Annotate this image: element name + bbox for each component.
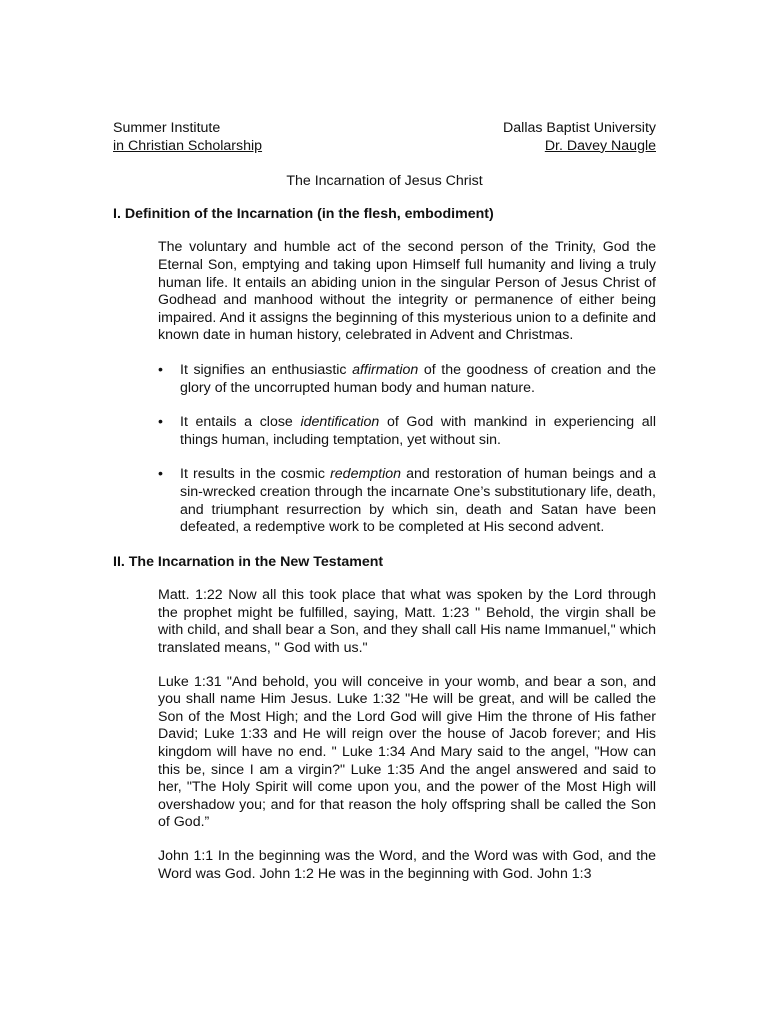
- bullet-text-after: of the goodness of creation and the glory of the uncorrupted human body and human nature.: [180, 361, 656, 396]
- bullet-text: [180, 414, 656, 449]
- section-1-body: [158, 239, 656, 536]
- document-title: The Incarnation of Jesus Christ: [286, 173, 483, 190]
- bullet-emphasis: affirmation: [352, 361, 419, 378]
- scripture-paragraph-john: John 1:1 In the beginning was the Word, and the Word was with God, and the Word was God. John 1:2 He was in the beginning with God. John 1:3: [158, 848, 656, 882]
- section-1-heading: I. Definition of the Incarnation (in the flesh, embodiment): [113, 205, 494, 222]
- bullet-item: [158, 466, 656, 536]
- bullet-item: [158, 414, 656, 449]
- header-program-name: Summer Institute: [113, 120, 221, 136]
- bullet-text-before: It results in the cosmic: [180, 466, 331, 483]
- bullet-text: [180, 362, 656, 397]
- document-header: [113, 120, 656, 155]
- header-program-subtitle: in Christian Scholarship: [113, 137, 263, 154]
- bullet-emphasis: redemption: [330, 466, 402, 483]
- header-institution: Dallas Baptist University: [503, 120, 656, 136]
- scripture-paragraph-matthew: Matt. 1:22 Now all this took place that what was spoken by the Lord through the prophet might be fulfilled, saying, Matt. 1:23 " Behold, the virgin shall be with child, and shall bear a Son, and they shall call His name Immanuel," which translated means, " God with us.": [158, 587, 656, 657]
- bullet-icon: •: [158, 361, 163, 378]
- bullet-item: [158, 362, 656, 397]
- header-author: Dr. Davey Naugle: [544, 137, 656, 154]
- section-2-body: [158, 587, 656, 883]
- bullet-emphasis: identification: [300, 414, 380, 431]
- section-2-heading: II. The Incarnation in the New Testament: [113, 553, 384, 570]
- document-page: [113, 120, 656, 883]
- bullet-text-before: It signifies an enthusiastic: [180, 361, 353, 378]
- bullet-icon: •: [158, 414, 163, 431]
- header-left: [113, 120, 262, 155]
- bullet-text-after: of God with mankind in experiencing all things human, including temptation, yet without sin.: [180, 414, 656, 448]
- incarnation-bullet-list: [158, 362, 656, 537]
- bullet-icon: •: [158, 466, 163, 483]
- bullet-text-before: It entails a close: [180, 414, 301, 431]
- bullet-text: [180, 466, 656, 536]
- definition-paragraph: The voluntary and humble act of the second person of the Trinity, God the Eternal Son, emptying and taking upon Himself full humanity and living a truly human life. It entails an abiding union in the singular Person of Jesus Christ of Godhead and manhood without the integrity or permanence of either being impaired. And it assigns the beginning of this mysterious union to a definite and known date in human history, celebrated in Advent and Christmas.: [158, 239, 656, 344]
- bullet-text-after: and restoration of human beings and a sin-wrecked creation through the incarnate One’s substitutionary life, death, and triumphant resurrection by which sin, death and Satan have been defeated, a redemptive work to be completed at His second advent.: [180, 466, 656, 536]
- scripture-paragraph-luke: Luke 1:31 "And behold, you will conceive in your womb, and bear a son, and you shall name Him Jesus. Luke 1:32 "He will be great, and will be called the Son of the Most High; and the Lord God will give Him the throne of His father David; Luke 1:33 and He will reign over the house of Jacob forever; and His kingdom will have no end. " Luke 1:34 And Mary said to the angel, "How can this be, since I am a virgin?" Luke 1:35 And the angel answered and said to her, "The Holy Spirit will come upon you, and the power of the Most High will overshadow you; and for that reason the holy offspring shall be called the Son of God.”: [158, 673, 656, 831]
- header-right: [503, 120, 656, 155]
